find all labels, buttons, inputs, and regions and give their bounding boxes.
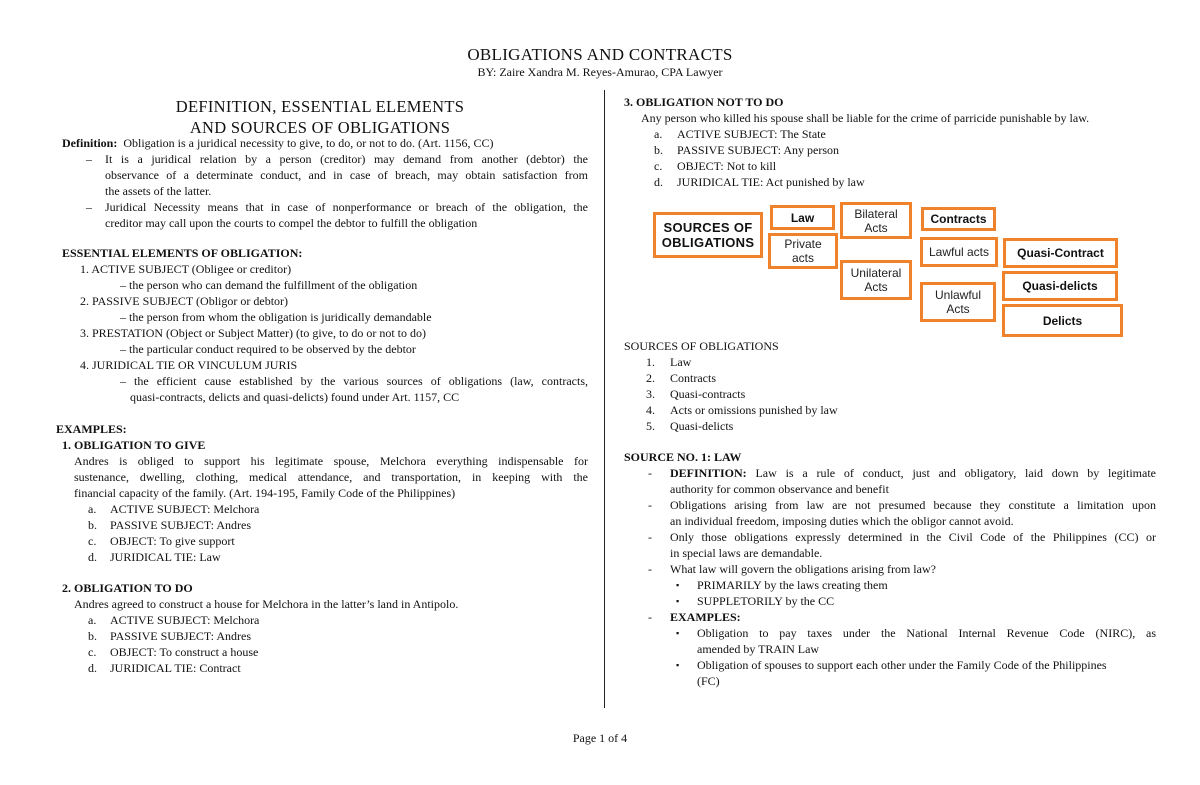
definition-line: [62, 136, 494, 152]
diagram-unlawful-acts: Unlawful Acts: [920, 282, 996, 322]
list-marker: d.: [88, 550, 97, 564]
law-example-1-line-1: Obligation to pay taxes under the National Internal Revenue Code (NIRC), as: [697, 626, 1156, 640]
bullet-dash: -: [648, 610, 652, 624]
list-marker: a.: [88, 502, 97, 516]
example-3-passive-subject: PASSIVE SUBJECT: Any person: [677, 143, 839, 157]
source-item-quasi-delicts: Quasi-delicts: [670, 419, 734, 433]
bullet-dash: -: [648, 530, 652, 544]
diagram-law: Law: [770, 205, 835, 230]
bullet-dash: –: [86, 152, 92, 166]
example-3-juridical-tie: JURIDICAL TIE: Act punished by law: [677, 175, 865, 189]
list-marker: c.: [88, 645, 97, 659]
definition-bullet-2-line-1: Juridical Necessity means that in case of nonperformance or breach of the obligation, the: [105, 200, 588, 214]
diagram-delicts: Delicts: [1002, 304, 1123, 337]
source-item-contracts: Contracts: [670, 371, 716, 385]
example-2-active-subject: ACTIVE SUBJECT: Melchora: [110, 613, 260, 627]
page-number: Page 1 of 4: [572, 731, 628, 745]
document-byline: BY: Zaire Xandra M. Reyes-Amurao, CPA Lawyer: [477, 65, 723, 79]
list-marker: 3.: [646, 387, 655, 401]
square-bullet-icon: ▪: [676, 596, 680, 606]
law-examples-title: EXAMPLES:: [670, 610, 741, 624]
section-title-line-2: AND SOURCES OF OBLIGATIONS: [189, 118, 451, 137]
list-marker: b.: [88, 629, 97, 643]
example-1-text-line-1: Andres is obliged to support his legitimate spouse, Melchora everything indispensable for: [74, 454, 588, 468]
bullet-dash: -: [648, 498, 652, 512]
definition-bullet-2-line-2: creditor may call upon the courts to compel the debtor to fulfill the obligation: [105, 216, 478, 230]
diagram-unilateral-acts: Unilateral Acts: [840, 260, 912, 300]
square-bullet-icon: ▪: [676, 580, 680, 590]
element-3-desc: – the particular conduct required to be observed by the debtor: [120, 342, 416, 356]
document-title: OBLIGATIONS AND CONTRACTS: [467, 45, 733, 64]
source-law-title: SOURCE NO. 1: LAW: [624, 450, 742, 464]
element-3: 3. PRESTATION (Object or Subject Matter) (to give, to do or not to do): [80, 326, 426, 340]
law-governed-primarily: PRIMARILY by the laws creating them: [697, 578, 888, 592]
element-2: 2. PASSIVE SUBJECT (Obligor or debtor): [80, 294, 289, 308]
diagram-quasi-delicts: Quasi-delicts: [1002, 271, 1118, 301]
list-marker: c.: [88, 534, 97, 548]
list-marker: c.: [654, 159, 663, 173]
bullet-dash: -: [648, 562, 652, 576]
element-1: 1. ACTIVE SUBJECT (Obligee or creditor): [80, 262, 292, 276]
law-example-1-line-2: amended by TRAIN Law: [697, 642, 820, 656]
law-definition-label: DEFINITION:: [670, 466, 747, 480]
definition-bullet-1-line-3: the assets of the latter.: [105, 184, 212, 198]
list-marker: 4.: [646, 403, 655, 417]
source-item-acts-or-omissions: Acts or omissions punished by law: [670, 403, 838, 417]
law-bullet-3-line-1: Only those obligations expressly determined in the Civil Code of the Philippines (CC) or: [670, 530, 1156, 544]
example-2-title: 2. OBLIGATION TO DO: [62, 581, 193, 595]
example-1-object: OBJECT: To give support: [110, 534, 235, 548]
example-1-juridical-tie: JURIDICAL TIE: Law: [110, 550, 221, 564]
definition-bullet-1-line-1: It is a juridical relation by a person (creditor) may demand from another (debtor) the: [105, 152, 588, 166]
example-1-text-line-2: sustenance, dwelling, clothing, medical attendance, and transportation, in keeping with the: [74, 470, 588, 484]
law-definition-line-2: authority for common observance and benefit: [670, 482, 889, 496]
list-marker: 2.: [646, 371, 655, 385]
example-1-active-subject: ACTIVE SUBJECT: Melchora: [110, 502, 260, 516]
list-marker: b.: [654, 143, 663, 157]
example-3-title: 3. OBLIGATION NOT TO DO: [624, 95, 784, 109]
element-1-desc: – the person who can demand the fulfillment of the obligation: [120, 278, 418, 292]
law-bullet-4: What law will govern the obligations arising from law?: [670, 562, 936, 576]
list-marker: 1.: [646, 355, 655, 369]
law-example-2-line-2: (FC): [697, 674, 720, 688]
list-marker: d.: [88, 661, 97, 675]
bullet-dash: -: [648, 466, 652, 480]
law-example-2-line-1: Obligation of spouses to support each other under the Family Code of the Philippines: [697, 658, 1107, 672]
diagram-contracts: Contracts: [921, 207, 996, 231]
example-3-active-subject: ACTIVE SUBJECT: The State: [677, 127, 826, 141]
example-1-title: 1. OBLIGATION TO GIVE: [62, 438, 206, 452]
square-bullet-icon: ▪: [676, 660, 680, 670]
law-bullet-2-line-2: an individual freedom, imposing duties which the obligor cannot avoid.: [670, 514, 1014, 528]
example-3-object: OBJECT: Not to kill: [677, 159, 777, 173]
element-4-desc-line-2: quasi-contracts, delicts and quasi-delicts) found under Art. 1157, CC: [130, 390, 460, 404]
list-marker: d.: [654, 175, 663, 189]
diagram-bilateral-acts: Bilateral Acts: [840, 202, 912, 239]
example-2-object: OBJECT: To construct a house: [110, 645, 259, 659]
element-2-desc: – the person from whom the obligation is juridically demandable: [120, 310, 432, 324]
source-item-quasi-contracts: Quasi-contracts: [670, 387, 746, 401]
source-item-law: Law: [670, 355, 692, 369]
law-bullet-2-line-1: Obligations arising from law are not presumed because they constitute a limitation upon: [670, 498, 1156, 512]
example-2-juridical-tie: JURIDICAL TIE: Contract: [110, 661, 241, 675]
example-1-text-line-3: financial capacity of the family. (Art. 194-195, Family Code of the Philippines): [74, 486, 456, 500]
examples-title: EXAMPLES:: [56, 422, 127, 436]
diagram-quasi-contract: Quasi-Contract: [1003, 238, 1118, 268]
definition-text: Obligation is a juridical necessity to give, to do, or not to do. (Art. 1156, CC): [123, 136, 494, 150]
law-bullet-3-line-2: in special laws are demandable.: [670, 546, 823, 560]
column-divider: [604, 90, 605, 708]
essential-elements-title: ESSENTIAL ELEMENTS OF OBLIGATION:: [62, 246, 303, 260]
example-2-passive-subject: PASSIVE SUBJECT: Andres: [110, 629, 251, 643]
list-marker: b.: [88, 518, 97, 532]
example-1-passive-subject: PASSIVE SUBJECT: Andres: [110, 518, 251, 532]
list-marker: a.: [654, 127, 663, 141]
bullet-dash: –: [86, 200, 92, 214]
square-bullet-icon: ▪: [676, 628, 680, 638]
example-2-text: Andres agreed to construct a house for Melchora in the latter’s land in Antipolo.: [74, 597, 459, 611]
element-4: 4. JURIDICAL TIE OR VINCULUM JURIS: [80, 358, 298, 372]
law-governed-suppletorily: SUPPLETORILY by the CC: [697, 594, 835, 608]
law-definition-line-1: DEFINITION: Law is a rule of conduct, just and obligatory, laid down by legitimate: [670, 466, 1156, 480]
element-4-desc-line-1: – the efficient cause established by the various sources of obligations (law, contracts,: [120, 374, 588, 388]
section-title-line-1: DEFINITION, ESSENTIAL ELEMENTS: [175, 97, 465, 116]
diagram-private-acts: Private acts: [768, 233, 838, 269]
sources-of-obligations-title: SOURCES OF OBLIGATIONS: [624, 339, 779, 353]
diagram-sources-of-obligations: SOURCES OF OBLIGATIONS: [653, 212, 763, 258]
diagram-lawful-acts: Lawful acts: [920, 237, 998, 267]
definition-bullet-1-line-2: observance of a determinate conduct, and in case of breach, may obtain satisfaction from: [105, 168, 588, 182]
list-marker: 5.: [646, 419, 655, 433]
list-marker: a.: [88, 613, 97, 627]
example-3-text: Any person who killed his spouse shall be liable for the crime of parricide punishable by law.: [641, 111, 1090, 125]
definition-label: Definition:: [62, 136, 118, 150]
